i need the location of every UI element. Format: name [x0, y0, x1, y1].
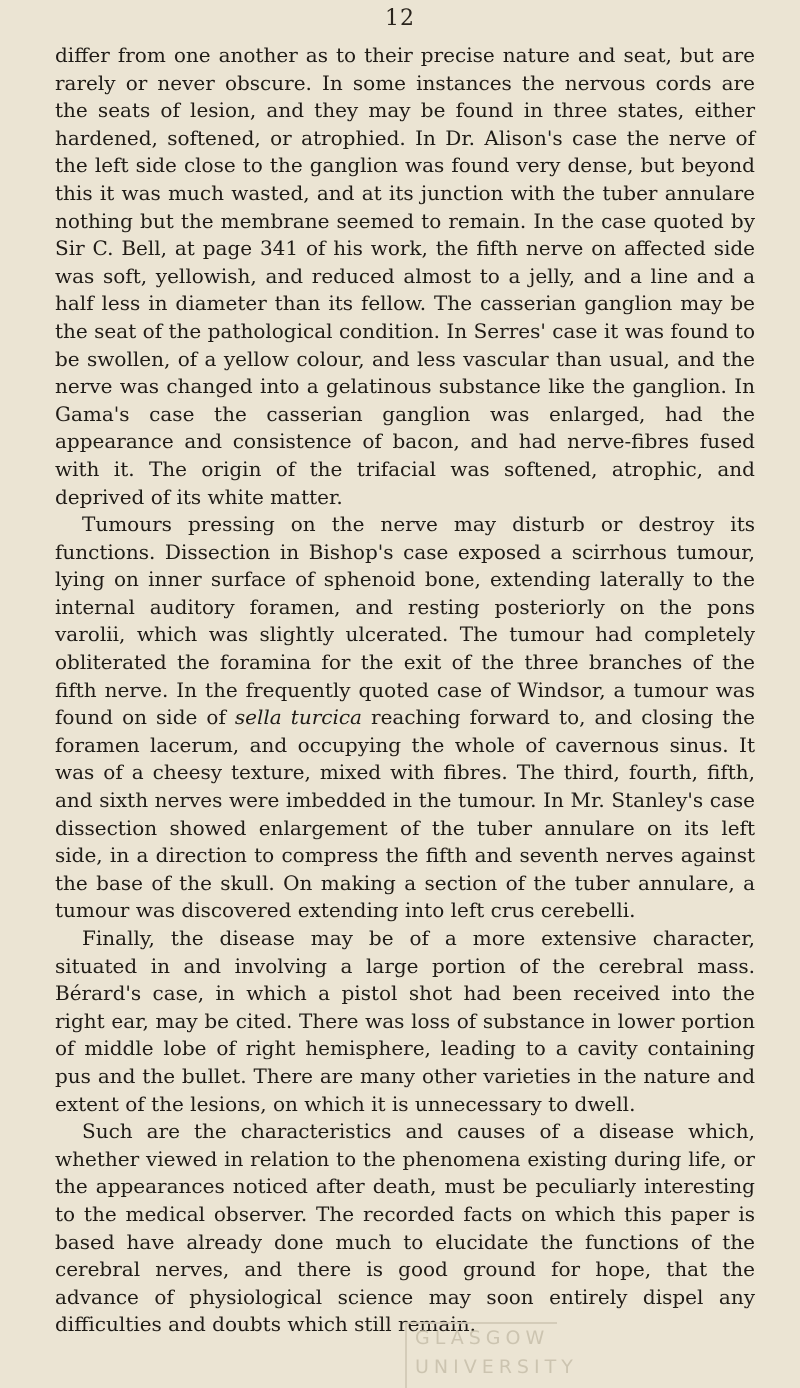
- paragraph-tumours: [55, 511, 755, 925]
- paragraph-tumours-text-start: Tumours pressing on the nerve may disturb or destroy its functions. Dissection in Bishop's case exposed a scirrhous tumour, lying on inner surface of sphenoid bone, extending laterally to the internal auditory foramen, and resting posteriorly on the pons varolii, which was slightly ulcerated. The tumour had completely obliterated the foramina for the exit of the three branches of the fifth nerve. In the frequently quoted case of Windsor, a tumour was found on side of: [55, 512, 755, 730]
- paragraph-conclusion: Such are the characteristics and causes of a disease which, whether viewed in relation to the phenomena existing during life, or the appearances noticed after death, must be peculiarly interesting to the medical observer. The recorded facts on which this paper is based have already done much to elucidate the functions of the cerebral nerves, and there is good ground for hope, that the advance of physiological science may soon entirely dispel any difficulties and doubts which still remain.: [55, 1119, 755, 1337]
- paragraph-lesions-of-nerve: differ from one another as to their precise nature and seat, but are rarely or never obscure. In some instances the nervous cords are the seats of lesion, and they may be found in three states, either hardened, softened, or atrophied. In Dr. Alison's case the nerve of the left side close to the ganglion was found very dense, but beyond this it was much wasted, and at its junction with the tuber annulare nothing but the membrane seemed to remain. In the case quoted by Sir C. Bell, at page 341 of his work, the fifth nerve on affected side was soft, yellowish, and reduced almost to a jelly, and a line and a half less in diameter than its fellow. The casserian ganglion may be the seat of the pathological condition. In Serres' case it was found to be swollen, of a yellow colour, and less vascular than usual, and the nerve was changed into a gelatinous substance like the ganglion. In Gama's case the casserian ganglion was enlarged, had the appearance and consistence of bacon, and had nerve-fibres fused with it. The origin of the trifacial was softened, atrophic, and deprived of its white matter.: [55, 43, 755, 509]
- page-number: 12: [385, 6, 415, 31]
- stamp-line-1: GLASGOW: [415, 1327, 550, 1349]
- paragraph-extensive-disease: Finally, the disease may be of a more extensive character, situated in and involving a large portion of the cerebral mass. Bérard's case, in which a pistol shot had been received into the right ear, may be cited. There was loss of substance in lower portion of middle lobe of right hemisphere, leading to a cavity containing pus and the bullet. There are many other varieties in the nature and extent of the lesions, on which it is unnecessary to dwell.: [55, 926, 755, 1116]
- stamp-line-2: UNIVERSITY: [415, 1356, 578, 1378]
- library-stamp: [395, 1318, 595, 1387]
- paragraph-tumours-text-end: reaching forward to, and closing the foramen lacerum, and occupying the whole of cavernous sinus. It was of a cheesy texture, mixed with fibres. The third, fourth, fifth, and sixth nerves were imbedded in the tumour. In Mr. Stanley's case dissection showed enlargement of the tuber annulare on its left side, in a direction to compress the fifth and seventh nerves against the base of the skull. On making a section of the tuber annulare, a tumour was discovered extending into left crus cerebelli.: [55, 705, 755, 923]
- body-text: [55, 42, 755, 1339]
- italic-term-sella-turcica: sella turcica: [234, 705, 362, 730]
